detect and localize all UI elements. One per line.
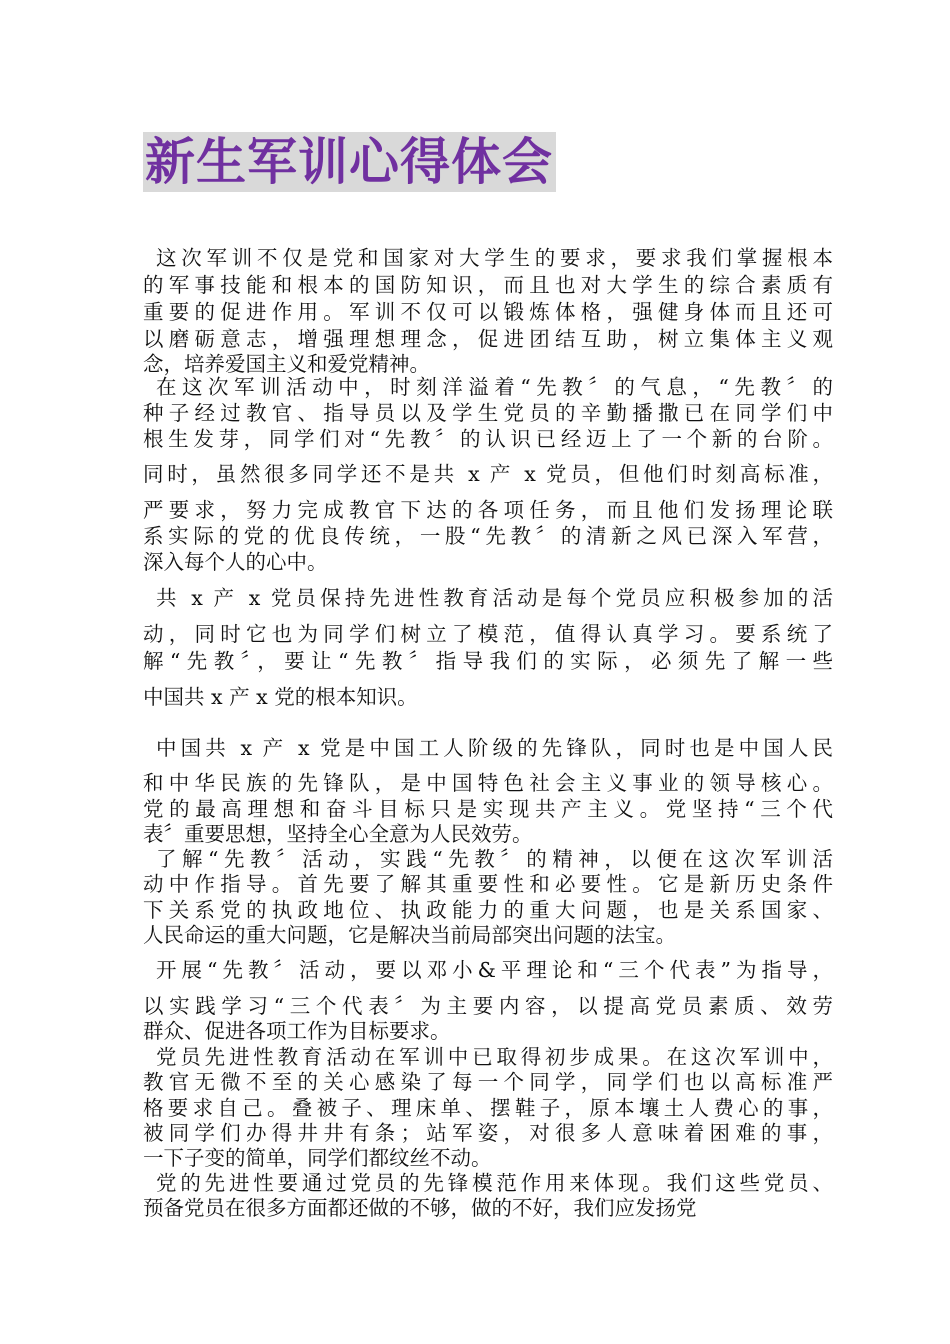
- body-line: 动，同时它也为同学们树立了模范，值得认真学习。要系统了: [143, 622, 833, 646]
- body-line: 党员先进性教育活动在军训中已取得初步成果。在这次军训中，: [156, 1045, 833, 1069]
- body-line: 念，培养爱国主义和爱党精神。: [143, 352, 430, 376]
- body-line: 了解“先教〞活动，实践“先教〞的精神，以便在这次军训活: [156, 847, 833, 871]
- body-line: 和中华民族的先锋队，是中国特色社会主义事业的领导核心。: [143, 771, 833, 795]
- body-line: 系实际的党的优良传统，一股“先教〞的清新之风已深入军营，: [143, 524, 833, 548]
- body-line: 人民命运的重大问题，它是解决当前局部突出问题的法宝。: [143, 923, 676, 947]
- body-line: 共 x 产 x 党员保持先进性教育活动是每个党员应积极参加的活: [156, 586, 833, 610]
- body-line: 下关系党的执政地位、执政能力的重大问题，也是关系国家、: [143, 898, 833, 922]
- body-line: 动中作指导。首先要了解其重要性和必要性。它是新历史条件: [143, 872, 833, 896]
- body-line: 以实践学习“三个代表〞为主要内容，以提高党员素质、效劳: [143, 994, 833, 1018]
- body-line: 党的先进性要通过党员的先锋模范作用来体现。我们这些党员、: [156, 1171, 833, 1195]
- body-line: 重要的促进作用。军训不仅可以锻炼体格，强健身体而且还可: [143, 300, 833, 324]
- body-line: 表〞重要思想，坚持全心全意为人民效劳。: [143, 822, 533, 846]
- body-line: 种子经过教官、指导员以及学生党员的辛勤播撒已在同学们中: [143, 401, 833, 425]
- body-line: 的军事技能和根本的国防知识，而且也对大学生的综合素质有: [143, 273, 833, 297]
- body-line: 中国共 x 产 x 党的根本知识。: [143, 685, 418, 709]
- body-line: 这次军训不仅是党和国家对大学生的要求，要求我们掌握根本: [156, 246, 833, 270]
- document-title: 新生军训心得体会: [145, 133, 553, 191]
- body-line: 根生发芽，同学们对“先教〞的认识已经迈上了一个新的台阶。: [143, 427, 833, 451]
- body-line: 预备党员在很多方面都还做的不够，做的不好，我们应发扬党: [143, 1196, 697, 1220]
- body-line: 深入每个人的心中。: [143, 550, 328, 574]
- body-line: 解“先教〞，要让“先教〞指导我们的实际，必须先了解一些: [143, 649, 833, 673]
- body-line: 开展“先教〞活动，要以邓小&平理论和“三个代表”为指导，: [156, 958, 833, 982]
- body-line: 中国共 x 产 x 党是中国工人阶级的先锋队，同时也是中国人民: [156, 736, 833, 760]
- body-line: 在这次军训活动中，时刻洋溢着“先教〞的气息，“先教〞的: [156, 375, 833, 399]
- body-line: 以磨砺意志，增强理想理念，促进团结互助，树立集体主义观: [143, 327, 833, 351]
- body-line: 群众、促进各项工作为目标要求。: [143, 1019, 451, 1043]
- body-line: 党的最高理想和奋斗目标只是实现共产主义。党坚持“三个代: [143, 797, 833, 821]
- body-line: 同时，虽然很多同学还不是共 x 产 x 党员，但他们时刻高标准，: [143, 462, 833, 486]
- body-line: 严要求，努力完成教官下达的各项任务，而且他们发扬理论联: [143, 498, 833, 522]
- body-line: 教官无微不至的关心感染了每一个同学，同学们也以高标准严: [143, 1070, 833, 1094]
- body-line: 一下子变的简单，同学们都纹丝不动。: [143, 1146, 492, 1170]
- title-highlight: [143, 132, 556, 192]
- body-line: 格要求自己。叠被子、理床单、摆鞋子，原本壤土人费心的事，: [143, 1096, 833, 1120]
- body-line: 被同学们办得井井有条；站军姿，对很多人意味着困难的事，: [143, 1121, 833, 1145]
